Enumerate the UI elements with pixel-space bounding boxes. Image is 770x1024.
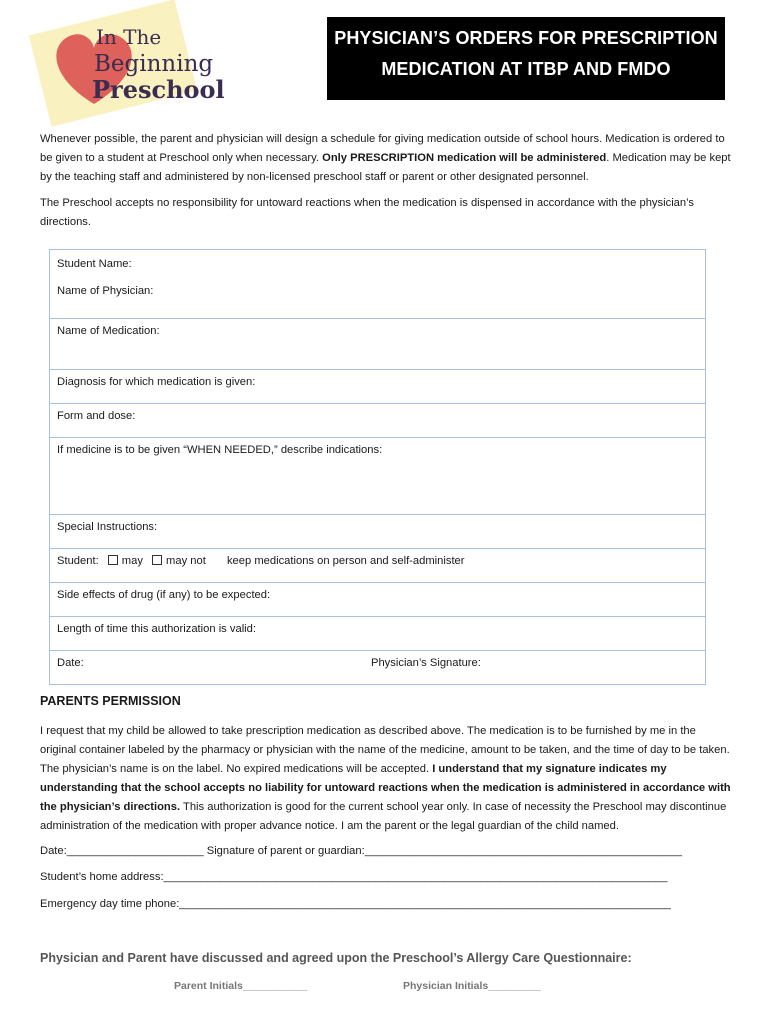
row-side-effects[interactable] [50,582,705,617]
parent-initials-field[interactable]: Parent Initials___________ [174,980,308,992]
home-address-line[interactable]: Student’s home address:_________________________________________________________________________________ [40,871,668,883]
date-label: Date: [57,657,84,669]
physician-order-form [49,249,706,685]
form-dose-label: Form and dose: [57,410,136,422]
svg-text:In The: In The [96,25,162,49]
student-label: Student: [57,555,99,567]
medication-name-label: Name of Medication: [57,325,160,337]
physician-initials-field[interactable]: Physician Initials_________ [403,980,541,992]
title-line-1: PHYSICIAN’S ORDERS FOR PRESCRIPTION [334,28,718,48]
self-administer-line [57,554,465,568]
physician-signature-label: Physician’s Signature: [371,657,481,669]
preschool-logo [34,8,225,112]
diagnosis-label: Diagnosis for which medication is given: [57,376,256,388]
special-instructions-label: Special Instructions: [57,521,158,533]
parents-permission-heading: PARENTS PERMISSION [40,694,181,708]
intro-paragraph-2: The Preschool accepts no responsibility for untoward reactions when the medication is dispensed in accordance with the physician’s directions. [40,197,694,228]
when-needed-label: If medicine is to be given “WHEN NEEDED,” describe indications: [57,444,383,456]
side-effects-label: Side effects of drug (if any) to be expected: [57,589,271,601]
row-when-needed[interactable] [50,437,705,515]
row-form-dose[interactable] [50,403,705,438]
row-date-signature[interactable] [50,650,705,684]
may-not-checkbox[interactable] [152,555,162,565]
parents-permission-text: I request that my child be allowed to take prescription medication as described above. The medication is to be furnished by me in the original container labeled by the pharmacy or physician with the name of the medicine, amount to be taken, and the time of day to be taken. The physician’s name is on the label. No expired medications will be accepted. I understand that my signature indicates my understanding that the school accepts no liability for untoward reactions when the medication is administered in accordance with the physician’s directions. This authorization is good for the current school year only. In case of necessity the Preschool may discontinue administration of the medication with proper advance notice. I am the parent or the legal guardian of the child named. [40,725,731,832]
title-line-2: MEDICATION AT ITBP AND FMDO [381,59,671,79]
may-not-label: may not [166,555,206,567]
self-administer-label: keep medications on person and self-administer [226,555,465,567]
authorization-length-label: Length of time this authorization is valid: [57,623,256,635]
physician-name-label: Name of Physician: [57,285,154,297]
svg-text:Preschool: Preschool [92,75,225,104]
form-title [327,17,725,100]
row-diagnosis[interactable] [50,369,705,404]
student-name-label: Student Name: [57,258,132,270]
row-authorization-length[interactable] [50,616,705,651]
parent-date-signature-line[interactable]: Date:______________________ Signature of parent or guardian:___________________________________________________ [40,845,683,857]
row-self-administer [50,548,705,583]
intro-paragraph-1: Whenever possible, the parent and physician will design a schedule for giving medication outside of school hours. Medication is ordered to be given to a student at Preschool only when necessary. Only PRESCRIPTION medication will be administered. Medication may be kept by the teaching staff and administered by non-licensed preschool staff or parent or other designated personnel. [40,133,731,183]
row-medication-name[interactable] [50,318,705,370]
row-student-physician[interactable] [50,250,705,319]
emergency-phone-line[interactable]: Emergency day time phone:_______________________________________________________________________________ [40,898,671,910]
may-checkbox[interactable] [108,555,118,565]
row-special-instructions[interactable] [50,514,705,549]
may-label: may [121,555,143,567]
svg-text:Beginning: Beginning [94,51,214,77]
allergy-questionnaire-statement: Physician and Parent have discussed and agreed upon the Preschool’s Allergy Care Questionnaire: [40,951,632,965]
